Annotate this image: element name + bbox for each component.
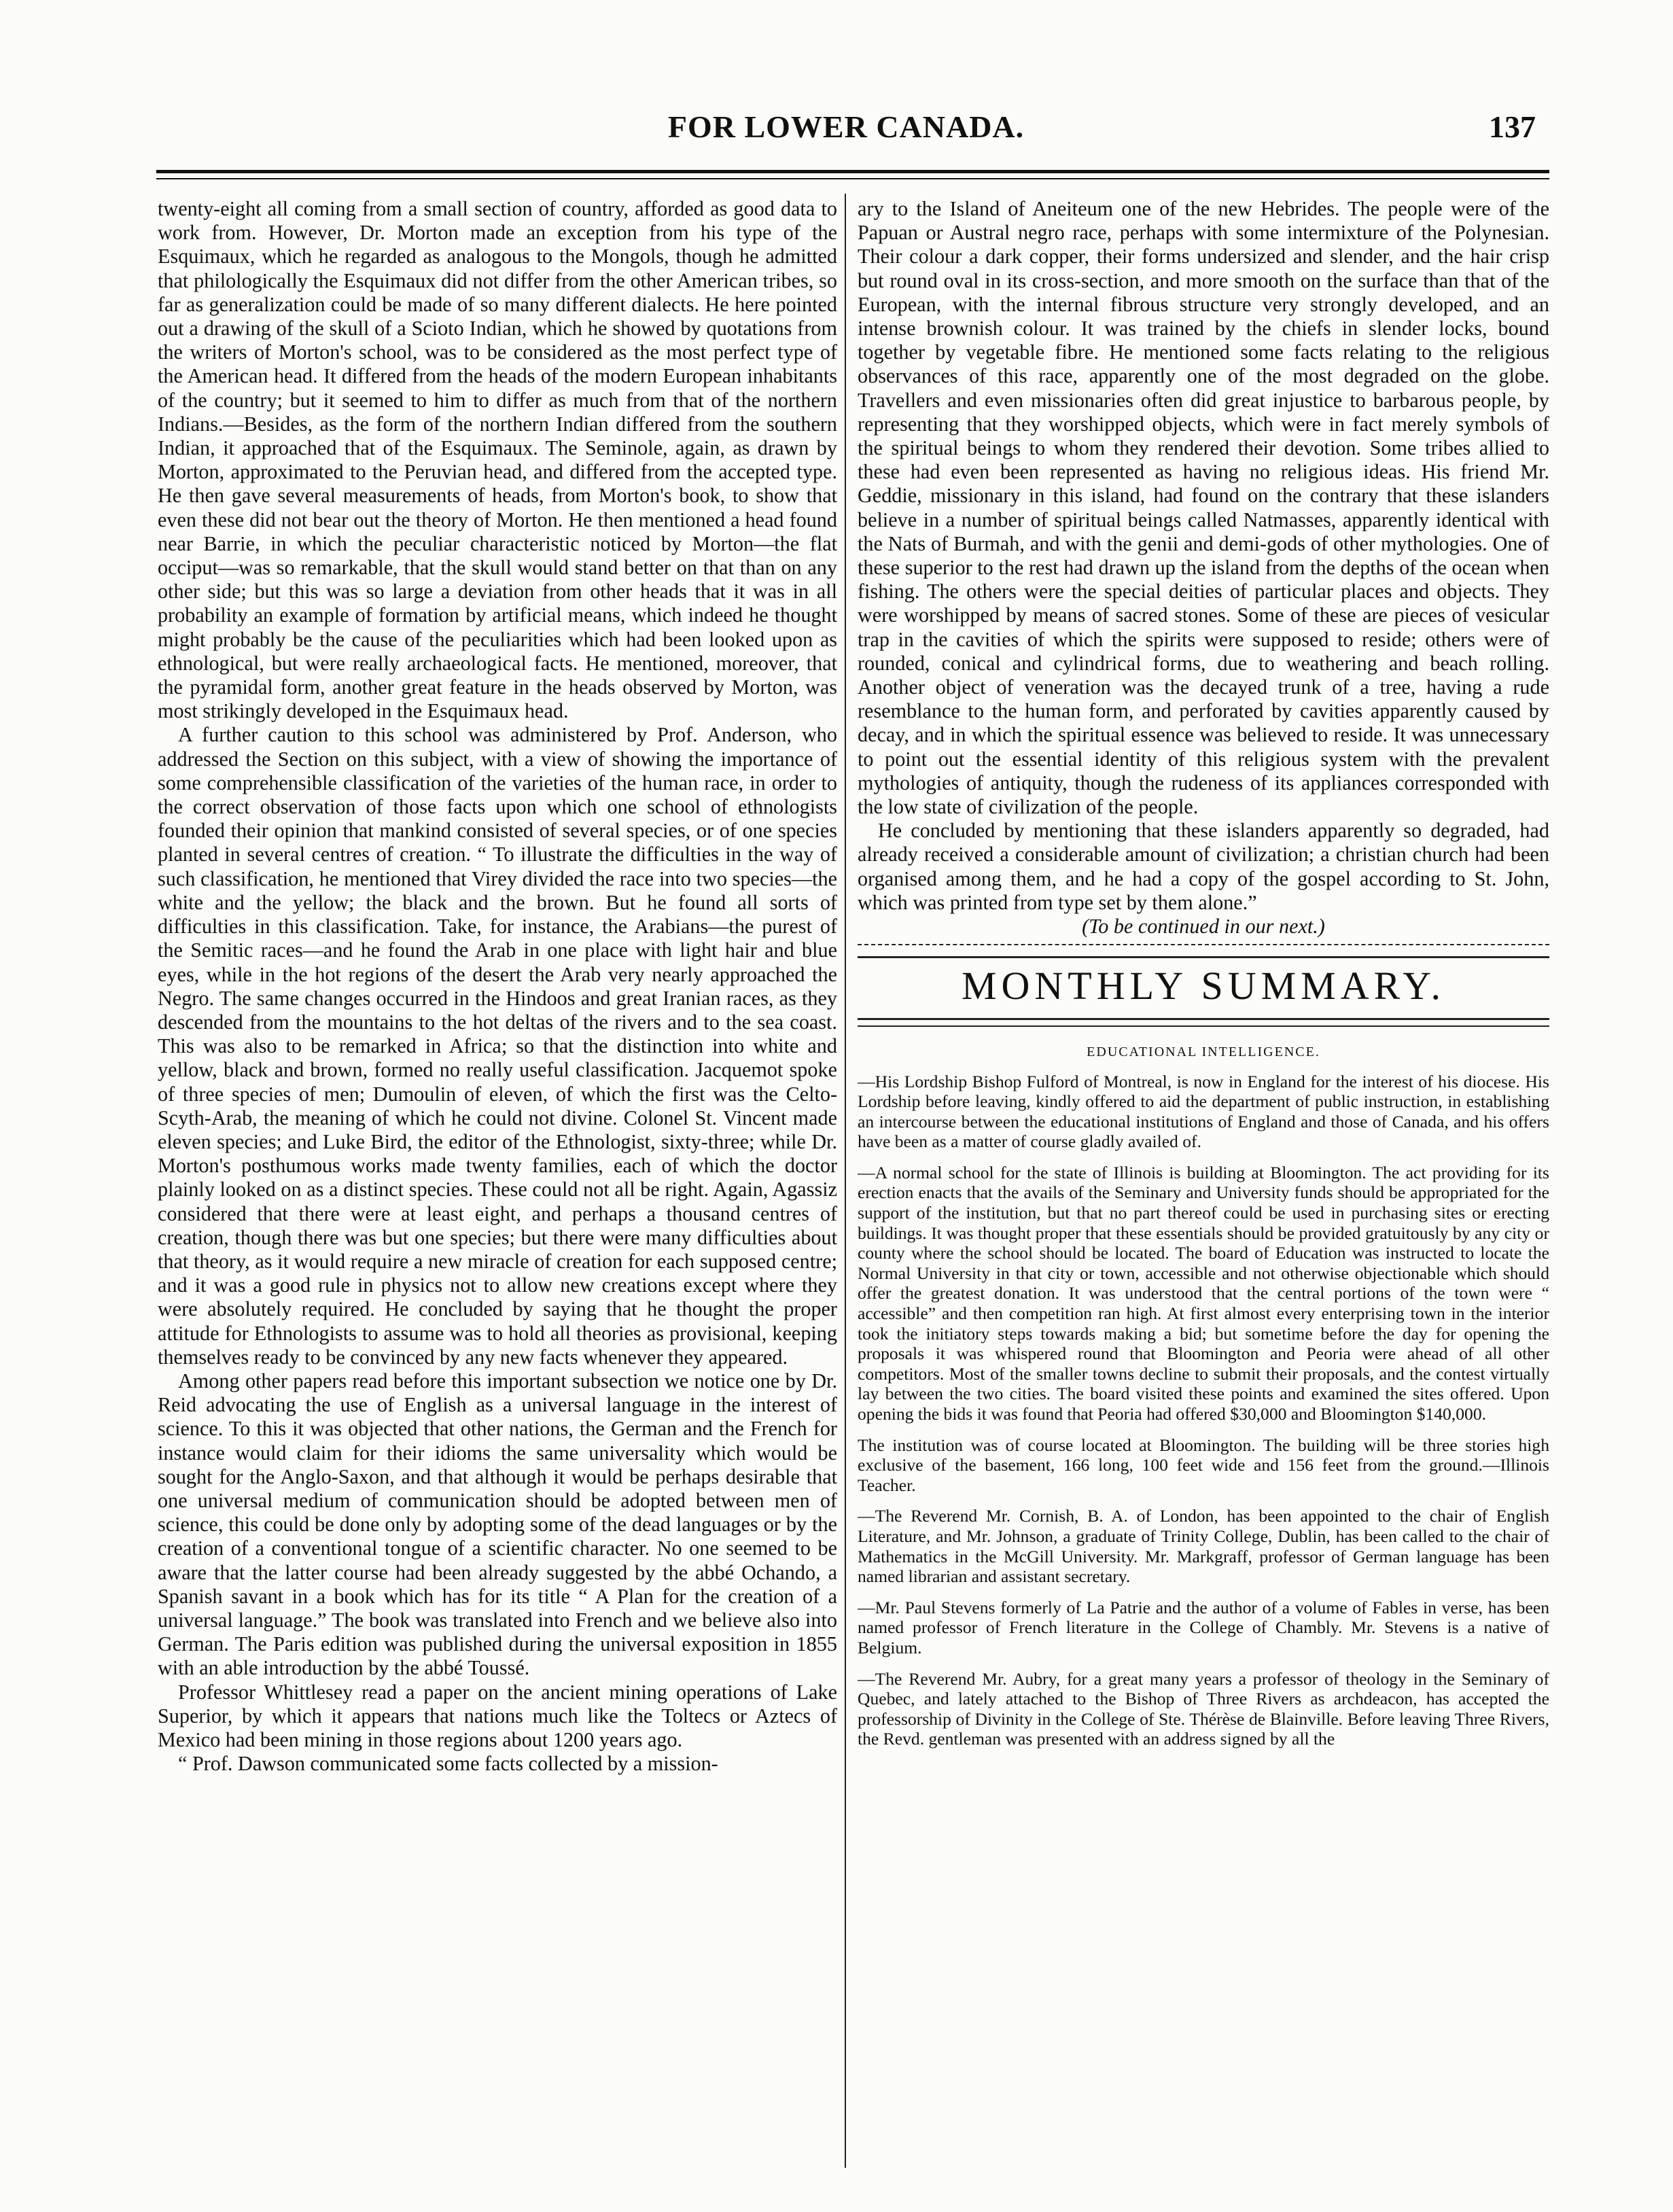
running-head: [143, 109, 1549, 163]
paragraph: He concluded by mentioning that these islanders apparently so degraded, had already received a considerable amount of civilization; a christian church had been organised among them, and he had a copy of the gospel according to St. John, which was printed from type set by them alone.”: [858, 819, 1549, 914]
column-divider: [845, 194, 846, 2168]
paragraph: A further caution to this school was administered by Prof. Anderson, who addressed the Section on this subject, with a view of showing the importance of some comprehensible classification of the varieties of the human race, in order to the correct observation of those facts upon which one school of ethnologists founded their opinion that mankind consisted of several species, or of one species planted in several centres of creation. “ To illustrate the difficulties in the way of such classification, he mentioned that Virey divided the race into two species—the white and the yellow; the black and the brown. But he found all sorts of difficulties in this classification. Take, for instance, the Arabians—the purest of the Semitic races—and he found the Arab in one place with light hair and blue eyes, while in the hot regions of the desert the Arab very nearly approached the Negro. The same changes occurred in the Hindoos and great Iranian races, as they descended from the mountains to the hot deltas of the rivers and to the sea coast. This was also to be remarked in Africa; so that the distinction into white and yellow, black and brown, formed no really useful classification. Jacquemot spoke of three species of men; Dumoulin of eleven, of which the first was the Celto-Scyth-Arab, the meaning of which he could not divine. Colonel St. Vincent made eleven species; and Luke Bird, the editor of the Ethnologist, sixty-three; while Dr. Morton's posthumous works made twenty families, each of which the doctor plainly looked on as a distinct species. These could not all be right. Again, Agassiz considered that there were at least eight, and perhaps a thousand centres of creation, though there was but one species; but there were many difficulties about that theory, as it would require a new miracle of creation for each supposed centre; and it was a good rule in physics not to allow new creations except where they were absolutely required. He concluded by saying that he thought the proper attitude for Ethnologists to assume was to hold all theories as provisional, keeping themselves ready to be convinced by any new facts whenever they appeared.: [158, 723, 837, 1369]
paragraph: Professor Whittlesey read a paper on the ancient mining operations of Lake Superior, by which it appears that nations much like the Toltecs or Aztecs of Mexico had been mining in those regions about 1200 years ago.: [158, 1680, 837, 1751]
subsection-heading: EDUCATIONAL INTELLIGENCE.: [1087, 1044, 1320, 1060]
continued-note: (To be continued in our next.): [1082, 915, 1325, 938]
ornamental-rule: [858, 944, 1549, 958]
paragraph: twenty-eight all coming from a small section of country, afforded as good data to work from. However, Dr. Morton made an exception from his type of the Esquimaux, which he regarded as analogous to the Mongols, though he admitted that philologically the Esquimaux did not differ from the other American tribes, so far as generalization could be made of so many different dialects. He here pointed out a drawing of the skull of a Scioto Indian, which he showed by quotations from the writers of Morton's school, was to be considered as the most perfect type of the American head. It differed from the heads of the modern European inhabitants of the country; but it seemed to him to differ as much from that of the northern Indians.—Besides, as the form of the northern Indian differed from the southern Indian, it approached that of the Esquimaux. The Seminole, again, as drawn by Morton, approximated to the Peruvian head, and differed from the accepted type. He then gave several measurements of heads, from Morton's book, to show that even these did not bear out the theory of Morton. He then mentioned a head found near Barrie, in which the peculiar characteristic noticed by Morton—the flat occiput—was so remarkable, that the skull would stand better on that than on any other side; but this was so large a deviation from other heads that it was in all probability an example of formation by artificial means, which indeed he thought might probably be the cause of the peculiarities which had been looked upon as ethnological, but were really archaeological facts. He mentioned, moreover, that the pyramidal form, another great feature in the heads observed by Morton, was most strikingly developed in the Esquimaux head.: [158, 197, 837, 723]
section-rule: [858, 1018, 1549, 1027]
news-item: —A normal school for the state of Illinois is building at Bloomington. The act providing for its erection enacts that the avails of the Seminary and University funds should be appropriated for the support of the institution, but that no part thereof could be used in purchasing sites or erecting buildings. It was thought proper that these essentials should be provided gratuitously by any city or county where the school should be located. The board of Education was instructed to locate the Normal University in that city or town, accessible and not otherwise objectionable which should offer the greatest donation. It was understood that the central portions of the town were “ accessible” and then competition ran high. At first almost every enterprising town in the interior took the initiatory steps towards making a bid; but sometime before the day for opening the proposals it was whispered round that Bloomington and Peoria were ahead of all other competitors. Most of the smaller towns decline to submit their proposals, and the contest virtually lay between the two cities. The board visited these points and examined the sites offered. Upon opening the bids it was found that Peoria had offered $30,000 and Bloomington $140,000.: [858, 1162, 1549, 1424]
header-rule: [156, 170, 1549, 173]
paragraph: ary to the Island of Aneiteum one of the new Hebrides. The people were of the Papuan or Austral negro race, perhaps with some intermixture of the Polynesian. Their colour a dark copper, their forms undersized and slender, and the hair crisp but round oval in its cross-section, and more smooth on the surface than that of the European, with the internal fibrous structure very strongly developed, and an intense brownish colour. It was trained by the chiefs in slender locks, bound together by vegetable fibre. He mentioned some facts relating to the religious observances of this race, apparently one of the most degraded on the globe. Travellers and even missionaries often did great injustice to barbarous people, by representing that they worshipped objects, which were in fact merely symbols of the spiritual beings to whom they rendered their devotion. Some tribes allied to these had even been represented as having no religious ideas. His friend Mr. Geddie, missionary in this island, had found on the contrary that these islanders believe in a number of spiritual beings called Natmasses, apparently identical with the Nats of Burmah, and with the genii and demi-gods of other mythologies. One of these superior to the rest had drawn up the island from the depths of the ocean when fishing. The others were the special deities of particular places and objects. They were worshipped by means of sacred stones. Some of these are pieces of vesicular trap in the cavities of which the spirits were supposed to reside; others were of rounded, conical and cylindrical forms, due to weathering and beach rolling. Another object of veneration was the decayed trunk of a tree, having a rude resemblance to the human form, and perforated by cavities apparently caused by decay, and in which the spiritual essence was believed to reside. It was unnecessary to point out the essential identity of this religious system with the prevalent mythologies of antiquity, though the rudeness of its appliances corresponded with the low state of civilization of the people.: [858, 197, 1549, 819]
news-item: —The Reverend Mr. Cornish, B. A. of London, has been appointed to the chair of English Literature, and Mr. Johnson, a graduate of Trinity College, Dublin, has been called to the chair of Mathematics in the McGill University. Mr. Markgraff, professor of German language has been named librarian and assistant secretary.: [858, 1506, 1549, 1587]
paragraph: “ Prof. Dawson communicated some facts collected by a mission-: [178, 1752, 718, 1776]
news-item: —Mr. Paul Stevens formerly of La Patrie and the author of a volume of Fables in verse, has been named professor of French literature in the College of Chambly. Mr. Stevens is a native of Belgium.: [858, 1597, 1549, 1657]
news-item: The institution was of course located at Bloomington. The building will be three stories high exclusive of the basement, 166 long, 100 feet wide and 156 feet from the ground.—Illinois Teacher.: [858, 1435, 1549, 1495]
section-heading: MONTHLY SUMMARY.: [961, 964, 1446, 1008]
left-column: [158, 197, 837, 2161]
right-column: [858, 197, 1549, 2161]
running-title: FOR LOWER CANADA.: [667, 109, 1025, 144]
header-rule-thin: [156, 178, 1549, 179]
paragraph: Among other papers read before this important subsection we notice one by Dr. Reid advocating the use of English as a universal language in the interest of science. To this it was objected that other nations, the German and the French for instance would claim for their idioms the same universality which would be sought for the Anglo-Saxon, and that although it would be perhaps desirable that one universal medium of communication should be adopted between men of science, this could be done only by adopting some of the dead languages or by the creation of a conventional tongue of a scientific character. No one seemed to be aware that the latter course had been already suggested by the abbé Ochando, a Spanish savant in a book which has for its title “ A Plan for the creation of a universal language.” The book was translated into French and we believe also into German. The Paris edition was published during the universal exposition in 1855 with an able introduction by the abbé Toussé.: [158, 1369, 837, 1680]
news-item: —His Lordship Bishop Fulford of Montreal, is now in England for the interest of his diocese. His Lordship before leaving, kindly offered to aid the department of public instruction, in establishing an intercourse between the educational institutions of England and those of Canada, and his offers have been as a matter of course gladly availed of.: [858, 1071, 1549, 1152]
page-number: 137: [1489, 109, 1536, 144]
news-item: —The Reverend Mr. Aubry, for a great many years a professor of theology in the Seminary of Quebec, and lately attached to the Bishop of Three Rivers as archdeacon, has accepted the professorship of Divinity in the College of Ste. Thérèse de Blainville. Before leaving Three Rivers, the Revd. gentleman was presented with an address signed by all the: [858, 1668, 1549, 1749]
